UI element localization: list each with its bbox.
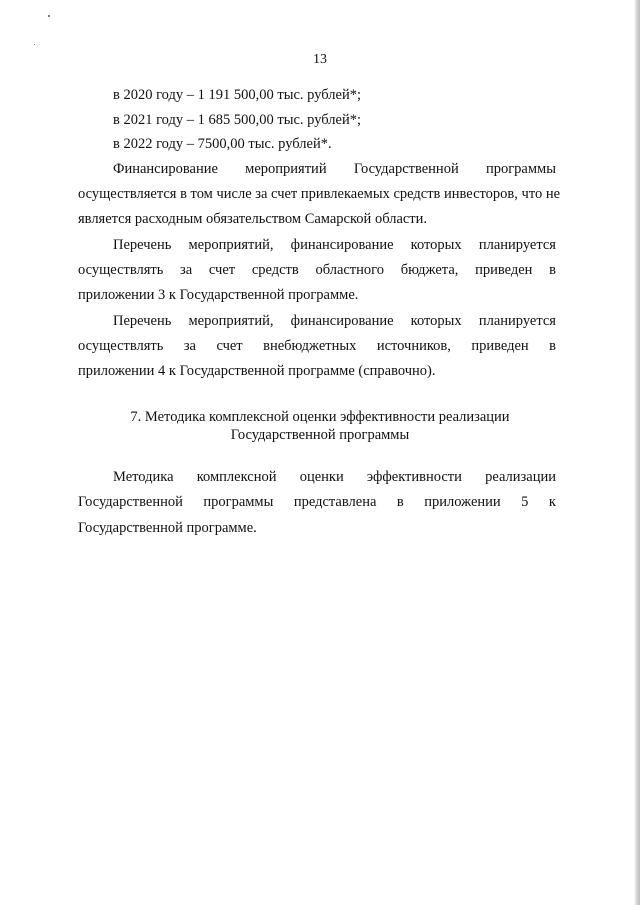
word: финансирование: [290, 313, 394, 329]
word: средств: [251, 262, 299, 278]
word: мероприятий,: [188, 313, 274, 329]
paragraph-budget-line-2: [78, 261, 556, 279]
word: счет: [216, 338, 243, 354]
word: к: [548, 494, 556, 510]
word: приложении: [424, 494, 501, 510]
paragraph-budget-line-1: [113, 236, 556, 254]
word: эффективности: [366, 469, 462, 485]
paragraph-investors-line-2: осуществляется в том числе за счет привлекаемых средств инвесторов, что не: [78, 186, 561, 202]
word: областного: [315, 262, 384, 278]
word: Перечень: [113, 237, 172, 253]
word: реализации: [485, 469, 556, 485]
word: финансирование: [290, 237, 394, 253]
word: Финансирование: [113, 161, 218, 177]
word: программы: [203, 494, 274, 510]
word: приведен: [475, 262, 533, 278]
word: планируется: [478, 237, 556, 253]
word: планируется: [478, 313, 556, 329]
word: программы: [485, 161, 556, 177]
word: за: [183, 338, 196, 354]
section-heading-line-1: 7. Методика комплексной оценки эффективности реализации: [130, 409, 510, 425]
funding-year-2022: в 2022 году – 7500,00 тыс. рублей*.: [113, 136, 332, 152]
paragraph-extrabudgetary-line-3: приложении 4 к Государственной программе (справочно).: [78, 363, 436, 379]
word: Перечень: [113, 313, 172, 329]
word: которых: [410, 237, 462, 253]
word: осуществлять: [78, 338, 164, 354]
word: мероприятий,: [188, 237, 274, 253]
word: 5: [521, 494, 529, 510]
funding-year-2020: в 2020 году – 1 191 500,00 тыс. рублей*;: [113, 87, 362, 103]
paragraph-methodology-line-2: [78, 493, 556, 511]
word: представлена: [293, 494, 377, 510]
paragraph-investors-line-3: является расходным обязательством Самарской области.: [78, 211, 428, 227]
word: Методика: [113, 469, 174, 485]
word: в: [396, 494, 404, 510]
paragraph-methodology-line-3: Государственной программе.: [78, 520, 257, 536]
page-number: 13: [313, 52, 327, 67]
scan-speck: [34, 44, 35, 45]
word: которых: [410, 313, 462, 329]
word: внебюджетных: [263, 338, 357, 354]
scan-edge-shadow: [634, 0, 640, 905]
paragraph-budget-line-3: приложении 3 к Государственной программе.: [78, 287, 359, 303]
word: мероприятий: [245, 161, 327, 177]
paragraph-investors-line-1: [113, 160, 556, 178]
paragraph-extrabudgetary-line-1: [113, 312, 556, 330]
paragraph-methodology-line-1: [113, 468, 556, 486]
funding-year-2021: в 2021 году – 1 685 500,00 тыс. рублей*;: [113, 112, 362, 128]
word: бюджета,: [400, 262, 459, 278]
word: за: [180, 262, 193, 278]
section-heading-line-2: Государственной программы: [230, 427, 410, 443]
word: Государственной: [353, 161, 459, 177]
paragraph-extrabudgetary-line-2: [78, 337, 556, 355]
word: источников,: [376, 338, 451, 354]
word: оценки: [299, 469, 344, 485]
scan-speck: [48, 15, 50, 17]
word: комплексной: [196, 469, 277, 485]
word: Государственной: [78, 494, 183, 510]
word: осуществлять: [78, 262, 164, 278]
word: счет: [208, 262, 236, 278]
word: приведен: [471, 338, 529, 354]
word: в: [549, 338, 556, 354]
word: в: [549, 262, 556, 278]
